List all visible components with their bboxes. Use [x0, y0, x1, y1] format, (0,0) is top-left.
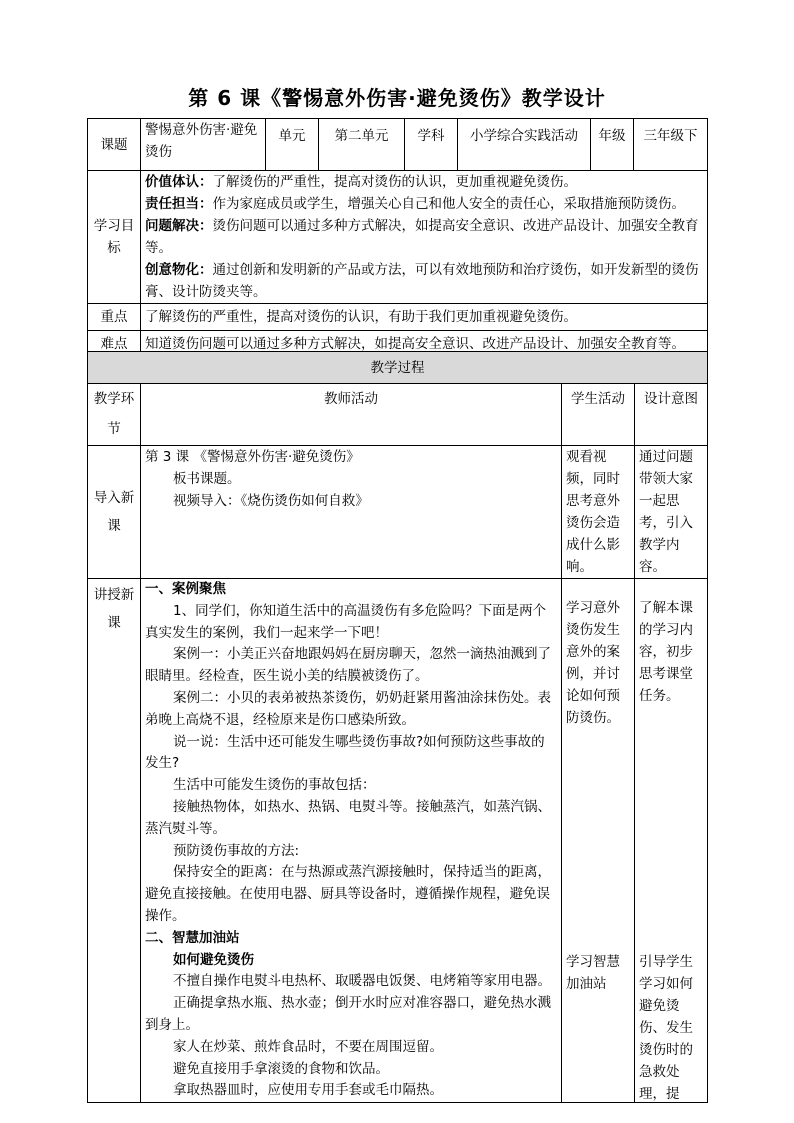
- goal-text: 通过创新和发明新的产品或方法，可以有效地预防和治疗烫伤，如开发新型的烫伤膏、设计防烫夹等。: [145, 262, 699, 300]
- section-title: 二、智慧加油站: [145, 929, 240, 946]
- grade-label: 年级: [591, 119, 634, 171]
- goal-head: 责任担当：: [145, 196, 213, 212]
- goal-text: 作为家庭成员或学生，增强关心自己和他人安全的责任心，采取措施预防烫伤。: [212, 196, 685, 212]
- col-teacher-header: 教师活动: [141, 384, 562, 446]
- lecture-paragraph: 说一说：生活中还可能发生哪些烫伤事故?如何预防这些事故的发生?: [145, 733, 545, 772]
- lecture-teacher: [141, 579, 562, 1103]
- lecture-paragraph: 案例一：小美正兴奋地跟妈妈在厨房聊天，忽然一滴热油溅到了眼睛里。经检查，医生说小美的结膜被烫伤了。: [145, 646, 551, 685]
- tip-paragraph: 不擅自操作电熨斗电热杯、取暖器电饭煲、电烤箱等家用电器。: [173, 973, 551, 990]
- goal-item: [145, 215, 703, 259]
- goal-item: [145, 193, 703, 215]
- key-text: 了解烫伤的严重性，提高对烫伤的认识，有助于我们更加重视避免烫伤。: [141, 304, 708, 331]
- unit-label: 单元: [266, 119, 319, 171]
- page-title: 第 6 课《警惕意外伤害·避免烫伤》教学设计: [188, 86, 606, 110]
- goals-label-text: 学习目标: [93, 218, 135, 256]
- course-label: 课题: [88, 119, 141, 171]
- process-header: 教学过程: [88, 352, 708, 384]
- student-activity-2: 学习智慧加油站: [566, 954, 620, 992]
- difficulty-text: 知道烫伤问题可以通过多种方式解决，如提高安全意识、改进产品设计、加强安全教育等。: [141, 331, 708, 358]
- goal-head: 价值体认：: [145, 174, 213, 190]
- lecture-paragraph: 案例二：小贝的表弟被热茶烫伤，奶奶赶紧用酱油涂抹伤处。表弟晚上高烧不退，经检原来是伤口感染所致。: [145, 689, 551, 728]
- info-table: [87, 118, 708, 358]
- col-stage-header: 教学环节: [88, 384, 141, 446]
- intro-student: 观看视频，同时思考意外烫伤会造成什么影响。: [562, 446, 635, 579]
- lecture-student: [562, 579, 635, 1103]
- goal-head: 问题解决：: [145, 218, 213, 234]
- course-value: 警惕意外伤害·避免烫伤: [141, 119, 266, 171]
- unit-value: 第二单元: [319, 119, 405, 171]
- lecture-design: [635, 579, 708, 1103]
- intro-line: 视频导入：《烧伤烫伤如何自救》: [173, 493, 369, 509]
- lecture-paragraph: 保持安全的距离：在与热源或蒸汽源接触时，保持适当的距离，避免直接接触。在使用电器、厨具等设备时，遵循操作规程，避免误操作。: [145, 864, 551, 924]
- subject-label: 学科: [405, 119, 458, 171]
- goal-text: 了解烫伤的严重性，提高对烫伤的认识，更加重视避免烫伤。: [212, 174, 577, 190]
- col-design-header: 设计意图: [635, 384, 708, 446]
- lecture-paragraph: 生活中可能发生烫伤的事故包括：: [173, 777, 376, 794]
- intro-design: 通过问题带领大家一起思考，引入教学内容。: [635, 446, 708, 579]
- subject-value: 小学综合实践活动: [458, 119, 591, 171]
- goal-item: [145, 171, 703, 193]
- lecture-paragraph: 1、同学们，你知道生活中的高温烫伤有多危险吗？下面是两个真实发生的案例，我们一起来学一下吧！: [145, 602, 547, 641]
- intro-teacher: [141, 446, 562, 579]
- section-title: 一、案例聚焦: [145, 581, 226, 597]
- design-intent-2: 引导学生学习如何避免烫伤、发生烫伤时的急救处理，提: [639, 954, 693, 1102]
- tip-paragraph: 正确提拿热水瓶、热水壶；倒开水时应对准容器口，避免热水溅到身上。: [145, 995, 551, 1033]
- section-subtitle: 如何避免烫伤: [173, 951, 254, 968]
- goal-text: 烫伤问题可以通过多种方式解决，如提高安全意识、改进产品设计、加强安全教育等。: [145, 218, 699, 256]
- student-activity-1: 学习意外烫伤发生意外的案例，并讨论如何预防烫伤。: [566, 600, 620, 726]
- design-intent-1: 了解本课的学习内容，初步思考课堂任务。: [639, 600, 693, 704]
- stage-lecture: 讲授新课: [88, 579, 141, 1103]
- goal-item: [145, 259, 703, 303]
- col-student-header: 学生活动: [562, 384, 635, 446]
- goals-label: [88, 171, 141, 304]
- goals-content: [141, 171, 708, 304]
- tip-paragraph: 避免直接用手拿滚烫的食物和饮品。: [173, 1060, 389, 1077]
- difficulty-label: 难点: [88, 331, 141, 358]
- intro-title: 第 3 课 《警惕意外伤害·避免烫伤》: [145, 449, 360, 465]
- tip-paragraph: 家人在炒菜、煎炸食品时，不要在周围逗留。: [173, 1038, 443, 1055]
- key-label: 重点: [88, 304, 141, 331]
- stage-intro: 导入新课: [88, 446, 141, 579]
- lecture-paragraph: 接触热物体，如热水、热锅、电熨斗等。接触蒸汽，如蒸汽锅、蒸汽熨斗等。: [145, 798, 551, 837]
- tip-paragraph: 拿取热器皿时，应使用专用手套或毛巾隔热。: [173, 1082, 443, 1099]
- goal-head: 创意物化：: [145, 262, 213, 278]
- grade-value: 三年级下: [634, 119, 708, 171]
- lecture-paragraph: 预防烫伤事故的方法:: [173, 842, 300, 859]
- intro-line: 板书课题。: [173, 471, 241, 487]
- process-table: [87, 351, 708, 1103]
